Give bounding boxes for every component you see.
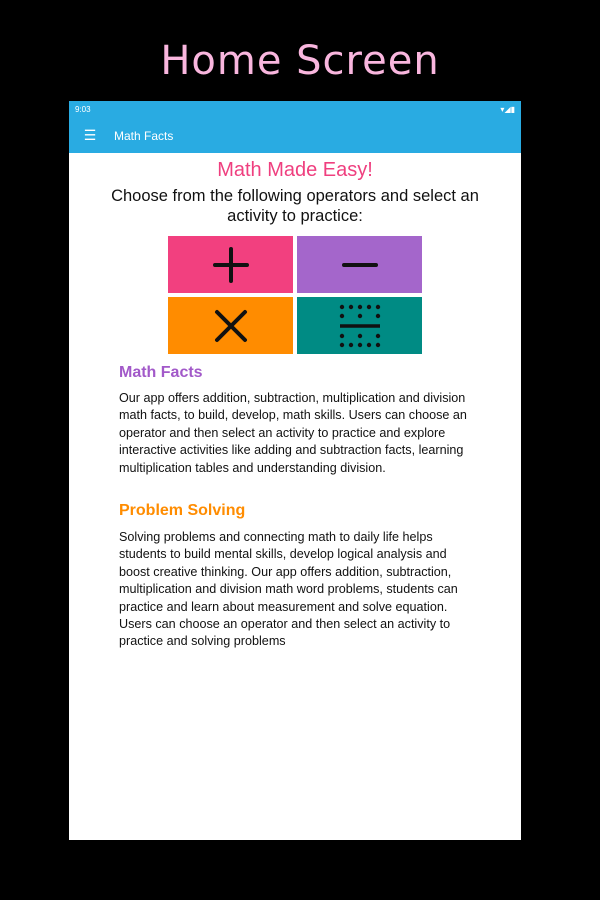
status-bar: [69, 101, 521, 118]
banner-title: Home Screen: [160, 38, 440, 84]
minus-icon: [340, 245, 380, 285]
division-icon: [338, 303, 382, 349]
page-subtitle: Choose from the following operators and select an activity to practice:: [111, 187, 479, 225]
operator-grid: [168, 236, 422, 354]
plus-icon: [211, 245, 251, 285]
status-time: 9:03: [75, 105, 91, 114]
problem-solving-heading: Problem Solving: [119, 502, 246, 519]
addition-button[interactable]: [168, 236, 293, 293]
page-title: Math Made Easy!: [217, 159, 373, 181]
problem-solving-text: Solving problems and connecting math to daily life helps students to build mental skills, develop logical analysis and boost creative thinking. Our app offers addition, subtraction, multiplication and division math word problems, students can practice and learn about measurement and solve equation. Users can choose an operator and then select an activity to practice and solving problems: [119, 530, 458, 649]
math-facts-heading: Math Facts: [119, 364, 203, 381]
subtraction-button[interactable]: [297, 236, 422, 293]
status-icons: ▾◢▮: [500, 105, 515, 114]
app-bar: [69, 118, 521, 153]
hamburger-menu-icon[interactable]: ☰: [83, 127, 97, 143]
division-button[interactable]: [297, 297, 422, 354]
multiplication-button[interactable]: [168, 297, 293, 354]
app-title: Math Facts: [114, 128, 174, 143]
math-facts-text: Our app offers addition, subtraction, multiplication and division math facts, to build, develop, math skills. Users can choose an operator and then select an activity to practice and explore interactive activities like adding and subtraction facts, learning multiplication tables and understanding division.: [119, 391, 467, 475]
multiply-icon: [211, 306, 251, 346]
phone-screen: [69, 101, 521, 840]
